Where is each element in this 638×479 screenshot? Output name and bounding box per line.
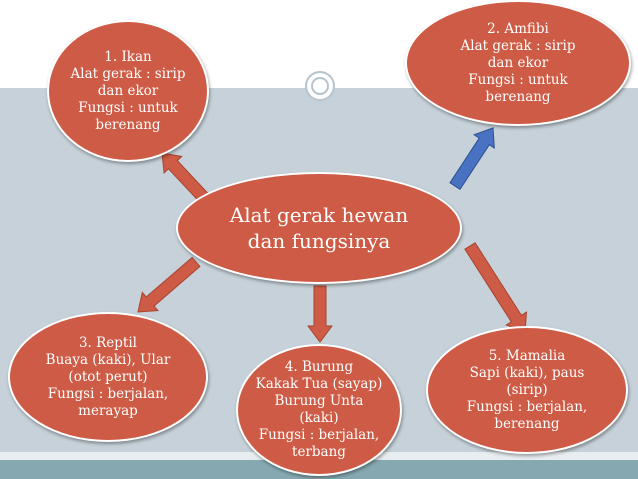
node-amfibi-title: 2. Amfibi <box>487 20 549 37</box>
arrow-to-burung <box>308 286 332 342</box>
node-burung-line: Burung Unta <box>274 393 364 409</box>
arrow-to-mamalia <box>465 243 527 332</box>
node-ikan-line: dan ekor <box>97 82 159 99</box>
node-mamalia-line: berenang <box>494 415 560 432</box>
center-title-line-2: dan fungsinya <box>247 229 391 253</box>
node-burung-line: Fungsi : berjalan, <box>258 427 380 443</box>
node-amfibi-line: Alat gerak : sirip <box>460 37 576 54</box>
node-mamalia <box>426 326 628 454</box>
node-mamalia-title: 5. Mamalia <box>488 347 566 364</box>
node-ikan-line: Fungsi : untuk <box>78 99 178 116</box>
node-mamalia-line: Fungsi : berjalan, <box>466 398 588 415</box>
node-reptil-line: merayap <box>78 402 138 419</box>
node-burung-title: 4. Burung <box>284 359 354 375</box>
node-burung-line: (kaki) <box>299 410 339 426</box>
node-amfibi-line: berenang <box>485 88 551 105</box>
node-ikan-line: berenang <box>95 116 161 133</box>
node-ikan <box>47 20 209 162</box>
node-burung <box>236 344 402 476</box>
node-reptil-title: 3. Reptil <box>78 334 137 351</box>
arrow-to-reptil <box>138 258 200 313</box>
center-node <box>176 172 462 284</box>
node-mamalia-line: (sirip) <box>506 381 548 398</box>
center-title-line-1: Alat gerak hewan <box>229 203 409 227</box>
node-amfibi-line: Fungsi : untuk <box>468 71 568 88</box>
node-mamalia-line: Sapi (kaki), paus <box>469 364 585 381</box>
node-reptil <box>8 312 208 442</box>
node-amfibi <box>405 0 631 126</box>
node-reptil-line: (otot perut) <box>68 368 148 385</box>
arrow-to-amfibi <box>450 128 494 189</box>
node-burung-line: Kakak Tua (sayap) <box>255 376 383 392</box>
node-ikan-title: 1. Ikan <box>104 48 152 65</box>
node-burung-line: terbang <box>292 444 346 460</box>
node-amfibi-line: dan ekor <box>487 54 549 71</box>
node-reptil-line: Buaya (kaki), Ular <box>45 351 171 368</box>
node-reptil-line: Fungsi : berjalan, <box>47 385 169 402</box>
node-ikan-line: Alat gerak : sirip <box>70 65 186 82</box>
